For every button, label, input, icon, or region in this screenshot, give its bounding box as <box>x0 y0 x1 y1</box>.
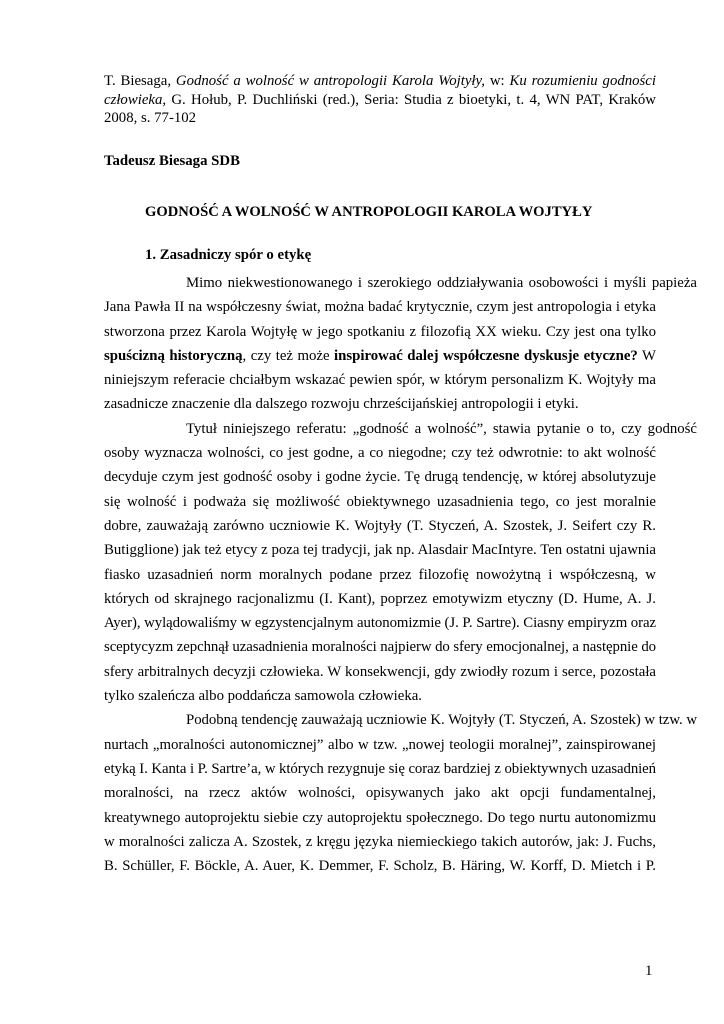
bibliographic-citation <box>104 72 656 128</box>
page-number: 1 <box>645 963 653 979</box>
text-line: B. Schüller, F. Böckle, A. Auer, K. Demmer, F. Scholz, B. Häring, W. Korff, D. Mietch i P. <box>104 858 656 875</box>
text-fragment: , czy też może <box>242 347 335 364</box>
text-line: moralności, na rzecz aktów wolności, opisywanych jako akt opcji fundamentalnej, <box>104 785 656 802</box>
bold-phrase: spuścizną historyczną <box>104 347 243 364</box>
text-line: tylko szaleńcza albo poddańcza samowola człowieka. <box>104 688 422 705</box>
paragraph-3 <box>104 708 697 878</box>
body-text <box>104 271 697 878</box>
section-heading: 1. Zasadniczy spór o etykę <box>145 247 312 263</box>
paragraph-2 <box>104 417 697 709</box>
text-line <box>104 344 656 368</box>
text-line: Ayer), wylądowaliśmy w egzystencjalnym autonomizmie (J. P. Sartre). Ciasny empiryzm oraz <box>104 615 656 632</box>
text-line: sceptycyzm zepchnął uzasadnienia moralności najpierw do sfery emocjonalnej, a następnie do <box>104 639 656 656</box>
text-line: nurtach „moralności autonomicznej” albo w tzw. „nowej teologii moralnej”, zainspirowanej <box>104 736 656 753</box>
article-title: GODNOŚĆ A WOLNOŚĆ W ANTROPOLOGII KAROLA WOJTYŁY <box>145 204 593 220</box>
text-line: osoby wyznacza wolności, co jest godne, a co niegodne; czy też odwrotnie: to akt wolność <box>104 445 656 462</box>
text-line: Tytuł niniejszego referatu: „godność a wolność”, stawia pytanie o to, czy godność <box>186 420 697 437</box>
citation-article-title: Godność a wolność w antropologii Karola Wojtyły, <box>175 73 485 89</box>
citation-in: w: <box>485 73 510 89</box>
text-line: fiasko uzasadnień norm moralnych podane przez filozofię nowożytną i współczesną, w <box>104 566 656 583</box>
citation-details: G. Hołub, P. Duchliński (red.), Seria: Studia z bioetyki, t. 4, WN PAT, Kraków 2008, s. 77-102 <box>104 91 656 126</box>
text-line: Podobną tendencję zauważają uczniowie K. Wojtyły (T. Styczeń, A. Szostek) w tzw. w <box>186 712 697 729</box>
text-line: sfery arbitralnych decyzji człowieka. W konsekwencji, gdy zwiodły rozum i serce, pozostała <box>104 663 656 680</box>
text-line: decyduje czym jest godność osoby i godne życie. Tę drugą tendencję, w której absolutyzuje <box>104 469 656 486</box>
author-name: Tadeusz Biesaga SDB <box>104 153 240 169</box>
text-line: których od skrajnego racjonalizmu (I. Kant), poprzez emotywizm etyczny (D. Hume, A. J. <box>104 590 656 607</box>
text-line: zasadnicze znaczenie dla dalszego rozwoju chrześcijańskiej antropologii i etyki. <box>104 396 579 413</box>
citation-book-title: Ku rozumieniu godności człowieka, <box>104 73 656 108</box>
text-line: stworzona przez Karola Wojtyłę w jego spotkaniu z filozofią XX wieku. Czy jest ona tylko <box>104 323 656 340</box>
text-line: w moralności zalicza A. Szostek, z kręgu języka niemieckiego takich autorów, jak: J. Fuchs, <box>104 833 656 850</box>
text-line: kreatywnego autoprojektu siebie czy autoprojektu społecznego. Do tego nurtu autonomizmu <box>104 809 656 826</box>
bold-phrase: inspirować dalej współczesne dyskusje etyczne? <box>334 347 638 364</box>
text-line: niniejszym referacie chciałbym wskazać pewien spór, w którym personalizm K. Wojtyły ma <box>104 372 656 389</box>
text-line: Jana Pawła II na współczesny świat, można badać krytycznie, czym jest antropologia i etyka <box>104 299 656 316</box>
citation-author: T. Biesaga, <box>104 73 176 89</box>
text-line: etyką I. Kanta i P. Sartre’a, w których rezygnuje się coraz bardziej z obiektywnych uzasadnień <box>104 760 656 777</box>
text-line: Butigglione) jak też etycy z poza tej tradycji, jak np. Alasdair MacIntyre. Ten ostatni ujawnia <box>104 542 656 559</box>
text-line: się wolność i podważa się możliwość obiektywnego uzasadnienia tego, co jest moralnie <box>104 493 656 510</box>
text-line: dobre, zauważają zarówno uczniowie K. Wojtyły (T. Styczeń, A. Szostek, J. Seifert czy R. <box>104 517 656 534</box>
text-line: Mimo niekwestionowanego i szerokiego oddziaływania osobowości i myśli papieża <box>186 275 697 291</box>
text-fragment: W <box>637 347 656 364</box>
paragraph-1 <box>104 271 697 417</box>
